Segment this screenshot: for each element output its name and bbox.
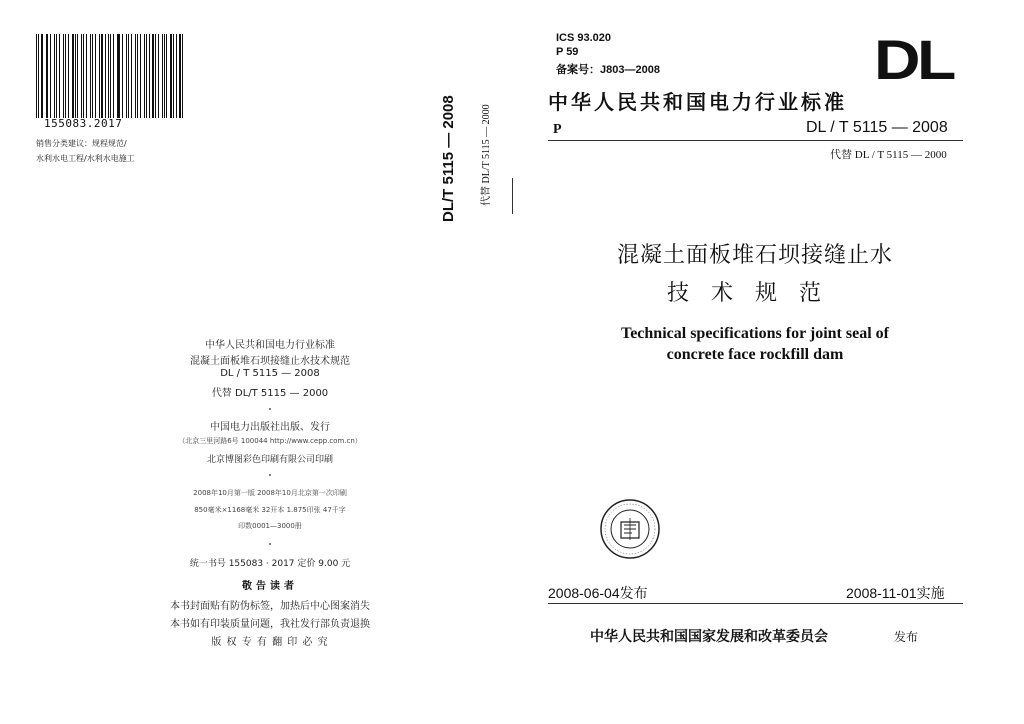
- barcode-bar: [81, 34, 82, 118]
- separator-dot: [269, 408, 271, 410]
- barcode-bar: [146, 34, 147, 118]
- notice-anti-counterfeit: 本书封面贴有防伪标签，加热后中心图案消失: [170, 601, 370, 612]
- barcode-bar: [137, 34, 138, 118]
- barcode-bar: [86, 34, 88, 118]
- barcode-bar: [182, 34, 183, 118]
- separator-dot: [269, 543, 271, 545]
- imprint-edition: 2008年10月第一版 2008年10月北京第一次印刷: [193, 489, 347, 497]
- barcode-bar: [173, 34, 174, 118]
- front-replaces: 代替 DL / T 5115 — 2000: [830, 149, 947, 161]
- imprint-address: （北京三里河路6号 100044 http://www.cepp.com.cn）: [178, 437, 362, 445]
- barcode-bar: [155, 34, 156, 118]
- barcode-number: 155083.2017: [44, 117, 123, 130]
- ics-code: ICS 93.020: [556, 32, 612, 44]
- barcode-bar: [63, 34, 64, 118]
- barcode-bar: [77, 34, 78, 118]
- barcode-bar: [65, 34, 66, 118]
- imprint-publisher: 中国电力出版社出版、发行: [210, 422, 330, 433]
- imprint-printer: 北京博图彩色印刷有限公司印刷: [206, 455, 333, 465]
- imprint-isbn-price: 统一书号 155083 · 2017 定价 9.00 元: [189, 559, 351, 569]
- effective-date: 2008-11-01实施: [846, 585, 945, 601]
- barcode-bar: [113, 34, 114, 118]
- front-standard-number: DL / T 5115 — 2008: [806, 119, 948, 136]
- barcode-bar: [54, 34, 55, 118]
- issuer-verb: 发布: [894, 630, 919, 644]
- footer-rule: [548, 603, 963, 604]
- barcode-bar: [56, 34, 58, 118]
- separator-dot: [269, 474, 271, 476]
- title-en-line1: Technical specifications for joint seal of: [621, 325, 889, 342]
- barcode-bar: [68, 34, 69, 118]
- barcode-bar: [158, 34, 159, 118]
- barcode-bar: [170, 34, 172, 118]
- barcode-bar: [162, 34, 163, 118]
- barcode-bar: [117, 34, 118, 118]
- issuing-authority: 中华人民共和国国家发展和改革委员会: [590, 629, 828, 645]
- imprint-format: 850毫米×1168毫米 32开本 1.875印张 47千字: [194, 506, 346, 514]
- barcode-bar: [110, 34, 111, 118]
- header-rule: [548, 140, 963, 141]
- spine-standard-number: DL/T 5115 — 2008: [440, 95, 457, 222]
- notice-returns: 本书如有印装质量问题，我社发行部负责退换: [170, 619, 370, 630]
- barcode-bar: [99, 34, 100, 118]
- barcode-bar: [105, 34, 106, 118]
- class-letter: P: [553, 122, 562, 137]
- barcode-bar: [128, 34, 129, 118]
- imprint-standard-number: DL / T 5115 — 2008: [220, 368, 320, 379]
- barcode-bar: [126, 34, 127, 118]
- barcode-bar: [90, 34, 91, 118]
- barcode-bar: [92, 34, 93, 118]
- barcode-bar: [46, 34, 47, 118]
- barcode-bar: [47, 34, 48, 118]
- barcode-bar: [50, 34, 51, 118]
- barcode-bar: [152, 34, 154, 118]
- barcode: [36, 34, 184, 118]
- barcode-bar: [36, 34, 37, 118]
- notice-title: 敬告读者: [242, 581, 298, 592]
- barcode-bar: [144, 34, 145, 118]
- sales-category-value: 水利水电工程/水利水电施工: [36, 154, 135, 163]
- barcode-bar: [83, 34, 84, 118]
- spine-replaces: 代替 DL/T 5115 — 2000: [481, 104, 492, 206]
- barcode-bar: [122, 34, 123, 118]
- barcode-bar: [72, 34, 74, 118]
- publisher-seal-icon: [599, 498, 661, 560]
- barcode-bar: [176, 34, 177, 118]
- imprint-title: 混凝土面板堆石坝接缝止水技术规范: [190, 356, 350, 367]
- issue-date: 2008-06-04发布: [548, 585, 648, 601]
- sales-category-label: 销售分类建议：规程规范/: [36, 139, 127, 148]
- copyright-notice: 版 权 专 有 翻 印 必 究: [211, 637, 329, 648]
- barcode-bar: [38, 34, 39, 118]
- barcode-bar: [101, 34, 103, 118]
- barcode-bar: [108, 34, 109, 118]
- barcode-bar: [131, 34, 132, 118]
- barcode-bar: [149, 34, 150, 118]
- barcode-bar: [164, 34, 165, 118]
- barcode-bar: [179, 34, 180, 118]
- barcode-bar: [41, 34, 43, 118]
- barcode-bar: [118, 34, 120, 118]
- title-en-line2: concrete face rockfill dam: [666, 346, 844, 363]
- barcode-bar: [75, 34, 76, 118]
- title-cn-line1: 混凝土面板堆石坝接缝止水: [616, 243, 893, 268]
- standard-series-title: 中华人民共和国电力行业标准: [548, 90, 847, 114]
- imprint-print-run: 印数0001—3000册: [238, 522, 302, 530]
- imprint-replaces: 代替 DL/T 5115 — 2000: [211, 388, 329, 399]
- barcode-bar: [135, 34, 137, 118]
- barcode-bar: [166, 34, 167, 118]
- barcode-bar: [140, 34, 141, 118]
- title-cn-line2: 技术规范: [666, 281, 843, 306]
- p-code: P 59: [556, 46, 579, 58]
- filing-number: 备案号：J803—2008: [556, 64, 660, 76]
- dl-logo: DL: [874, 28, 953, 91]
- spine-divider: [512, 178, 513, 214]
- imprint-series: 中华人民共和国电力行业标准: [205, 340, 335, 351]
- barcode-bar: [59, 34, 60, 118]
- barcode-bar: [95, 34, 96, 118]
